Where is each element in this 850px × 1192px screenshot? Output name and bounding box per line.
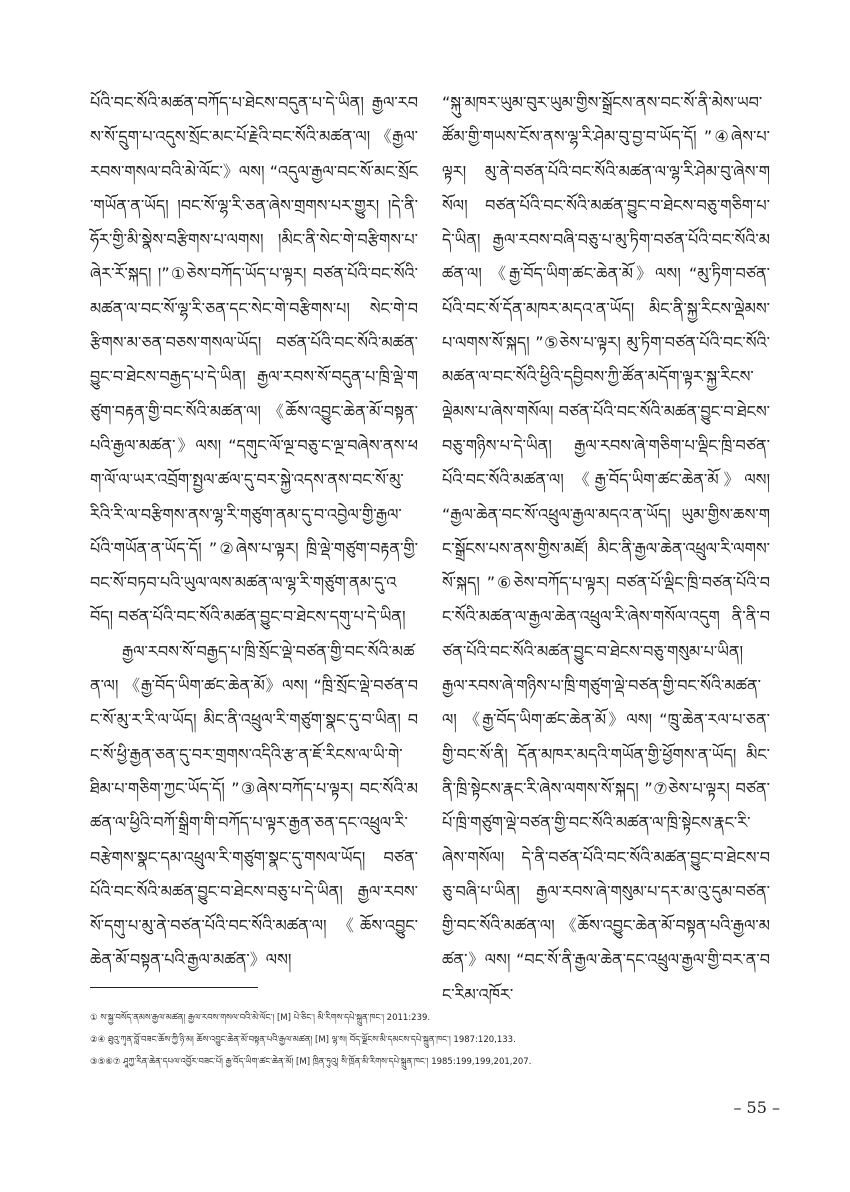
left-text-column bbox=[90, 86, 418, 978]
paragraph: རྒྱལ་རབས་སོ་བརྒྱད་པ་ཁྲི་སྲོང་ལྡེ་བཙན་གྱི་བང་སོའི་མཚན་ལ། 《རྒྱ་བོད་ཡིག་ཚང་ཆེན་མོ》ལས། “ཁྲི་སྲོང་ལྡེ་བཙན་བང་སོ་མུ་ར་རི་ལ་ཡོད། མིང་ནི་འཕྲུལ་རི་གཙུག་སྣང་དུ་བ་ཡིན། བང་སོ་ཕྱི་རྒྱན་ཅན་དུ་བར་གྲགས་འདིའི་རྩ་ན་ཇོ་རིངས་ལ་ཡི་གེ་ཐིམ་པ་གཅིག་ཀྱང་ཡོད་དོ། ”③ཞེས་བཀོད་པ་ལྟར། བང་སོའི་མཚན་ལ་ཕྱིའི་བཀོ་སྒྲིག་གི་བཀོད་པ་ལྟར་རྒྱན་ཅན་དང་འཕྲུལ་རི་བརྩེགས་སྣང་དམ་འཕྲུལ་རི་གཙུག་སྣང་དུ་གསལ་ཡོད། བཙན་པོའི་བང་སོའི་མཚན་བྱུང་བ་ཐེངས་བཅུ་པ་དེ་ཡིན། རྒྱལ་རབས་སོ་དགུ་པ་མུ་ནེ་བཙན་པོའི་བང་སོའི་མཚན་ལ། 《ཆོས་འབྱུང་ཆེན་མོ་བསྟན་པའི་རྒྱལ་མཚན་》ལས། bbox=[90, 641, 418, 970]
paragraph: “སྐུ་མཁར་ཡུམ་བུར་ཡུམ་གྱིས་སྒྲོངས་ནས་བང་སོ་ནི་མེས་ཡབ་ཚོམ་གྱི་གཡས་ངོས་ནས་ལྷ་རི་ཤེམ་བུ་བྱ་བ་ཡོད་དོ། ”④ཞེས་པ་ལྟར། མུ་ནེ་བཙན་པོའི་བང་སོའི་མཚན་ལ་ལྷ་རི་ཤེམ་བུ་ཞེས་གསོལ། བཙན་པོའི་བང་སོའི་མཚན་བྱུང་བ་ཐེངས་བཅུ་གཅིག་པ་དེ་ཡིན། རྒྱལ་རབས་བཞི་བཅུ་པ་མུ་ཏིག་བཙན་པོའི་བང་སོའི་མཚན་ལ། 《རྒྱ་བོད་ཡིག་ཚང་ཆེན་མོ》ལས། “མུ་ཏིག་བཙན་པོའི་བང་སོ་དོན་མཁར་མདའ་ན་ཡོད། མིང་ནི་སྐྱ་རིངས་ལྡེམས་པ་ལགས་སོ་སྐད། ”⑤ཅེས་པ་ལྟར། མུ་ཏིག་བཙན་པོའི་བང་སོའི་མཚན་ལ་བང་སོའི་ཕྱིའི་དབྱིབས་ཀྱི་ཚོན་མདོག་ལྟར་སྐྱ་རིངས་ལྡེམས་པ་ཞེས་གསོལ། བཙན་པོའི་བང་སོའི་མཚན་བྱུང་བ་ཐེངས་བཅུ་གཉིས་པ་དེ་ཡིན། རྒྱལ་རབས་ཞེ་གཅིག་པ་ལྡིང་ཁྲི་བཙན་པོའི་བང་སོའི་མཚན་ལ། 《རྒྱ་བོད་ཡིག་ཚང་ཆེན་མོ》ལས། “རྒྱལ་ཆེན་བང་སོ་འཕྲུལ་རྒྱལ་མདའ་ན་ཡོད། ཡུམ་གྱིས་ཆས་གང་སྒྲོངས་པས་ནས་གྱིས་མཛོ། མིང་ནི་རྒྱལ་ཆེན་འཕྲུལ་རི་ལགས་སོ་སྐད། ”⑥ཅེས་བཀོད་པ་ལྟར། བཙན་པོ་ལྡིང་ཁྲི་བཙན་པོའི་བང་སོའི་མཚན་ལ་རྒྱལ་ཆེན་འཕྲུལ་རི་ཞེས་གསོལ་འདུག ནི་ནི་བཙན་པོའི་བང་སོའི་མཚན་བྱུང་བ་ཐེངས་བཅུ་གསུམ་པ་ཡིན། རྒྱལ་རབས་ཞེ་གཉིས་པ་ཁྲི་གཙུག་ལྡེ་བཙན་གྱི་བང་སོའི་མཚན་ལ། 《རྒྱ་བོད་ཡིག་ཚང་ཆེན་མོ》ལས། “ཁྲུ་ཆེན་རལ་པ་ཅན་གྱི་བང་སོ་ནི། དོན་མཁར་མདའི་གཡོན་གྱི་ཕྱོགས་ན་ཡོད། མིང་ནི་ཁྲི་སྟེངས་རྣང་རི་ཞེས་ལགས་སོ་སྐད། ”⑦ཅེས་པ་ལྟར། བཙན་པོ་ཁྲི་གཙུག་ལྡེ་བཙན་གྱི་བང་སོའི་མཚན་ལ་ཁྲི་སྟེངས་རྣང་རི་ཞེས་གསོལ། དེ་ནི་བཙན་པོའི་བང་སོའི་མཚན་བྱུང་བ་ཐེངས་བཅུ་བཞི་པ་ཡིན། རྒྱལ་རབས་ཞེ་གསུམ་པ་དར་མ་འུ་དུམ་བཙན་གྱི་བང་སོའི་མཚན་ལ། 《ཆོས་འབྱུང་ཆེན་མོ་བསྟན་པའི་རྒྱལ་མཚན་》ལས། “བང་སོ་ནི་རྒྱལ་ཆེན་དང་འཕྲུལ་རྒྱལ་གྱི་བར་ན་བང་རིམ་འཁོར་ bbox=[442, 93, 770, 1004]
paragraph: པོའི་བང་སོའི་མཚན་བཀོད་པ་ཐེངས་བདུན་པ་དེ་ཡིན། རྒྱལ་རབས་སོ་དྲུག་པ་འདུས་སྲོང་མང་པོ་རྗེའི་བང་སོའི་མཚན་ལ། 《རྒྱལ་རབས་གསལ་བའི་མེ་ལོང་》ལས། “འདུལ་རྒྱལ་བང་སོ་མང་སྲོང་གཡོན་ན་ཡོད། །བང་སོ་ལྷ་རི་ཅན་ཞེས་གྲགས་པར་གྱུར། །དེ་ནི་ཧོར་གྱི་མི་སྣེས་བརྩིགས་པ་ལགས། །མིང་ནི་སེང་གེ་བརྩིགས་པ་ཞེར་རོ་སྐད། །”①ཅེས་བཀོད་ཡོད་པ་ལྟར། བཙན་པོའི་བང་སོའི་མཚན་ལ་བང་སོ་ལྷ་རི་ཅན་དང་སེང་གེ་བརྩིགས་པ། སེང་གེ་བརྩིགས་མ་ཅན་བཅས་གསལ་ཡོད། བཙན་པོའི་བང་སོའི་མཚན་བྱུང་བ་ཐེངས་བརྒྱད་པ་དེ་ཡིན། རྒྱལ་རབས་སོ་བདུན་པ་ཁྲི་ལྡེ་གཙུག་བརྟན་གྱི་བང་སོའི་མཚན་ལ། 《ཆོས་འབྱུང་ཆེན་མོ་བསྟན་པའི་རྒྱལ་མཚན་》ལས། “དགུང་ལོ་ལྔ་བཅུ་ང་ལྔ་བཞེས་ནས་ཕག་ལོ་ལ་ཡར་འབྲོག་སྤྱལ་ཚལ་དུ་བར་སྐྱེ་འདས་ནས་བང་སོ་མུ་རིའི་རི་ལ་བརྩིགས་ནས་ལྷ་རི་གཙུག་ནམ་དུ་བ་འབྱེལ་གྱི་རྒྱལ་པོའི་གཡོན་ན་ཡོད་དོ། ”②ཞེས་པ་ལྟར། ཁྲི་ལྡེ་གཙུག་བརྟན་གྱི་བང་སོ་བཏབ་པའི་ཡུལ་ལས་མཚན་ལ་ལྷ་རི་གཙུག་ནམ་དུ་འབོད། བཙན་པོའི་བང་སོའི་མཚན་བྱུང་བ་ཐེངས་དགུ་པ་དེ་ཡིན། bbox=[90, 93, 418, 627]
footnote: ① ས་སྐྱ་བསོད་ནམས་རྒྱལ་མཚན། རྒྱལ་རབས་གསལ་བའི་མེ་ལོང་། [M] པེ་ཅིང་། མི་རིགས་དཔེ་སྐྲུན་ཁང་། 2011:239. bbox=[90, 1013, 431, 1023]
footnote: ③⑤⑥⑦ ཤཱཀྱ་རིན་ཆེན་དཔལ་འབྱོར་བཟང་པོ། རྒྱ་བོད་ཡིག་ཚང་ཆེན་མོ། [M] ཁྲིན་ཏུའུ། སི་ཁྲོན་མི་རིགས་དཔེ་སྐྲུན་ཁང་། 1985:199,199,201,207. bbox=[90, 1057, 532, 1067]
footnotes bbox=[90, 1007, 790, 1073]
footnote: ②④ ཐུའུ་ཀྭན་བློ་བཟང་ཆོས་ཀྱི་ཉི་མ། ཆོས་འབྱུང་ཆེན་མོ་བསྟན་པའི་རྒྱལ་མཚན། [M] ལྷ་ས། བོད་ལྗོངས་མི་དམངས་དཔེ་སྐྲུན་ཁང་། 1987:120,133. bbox=[90, 1035, 516, 1045]
right-text-column bbox=[442, 86, 770, 1012]
page-number: – 55 – bbox=[733, 1098, 780, 1117]
footnote-separator bbox=[90, 987, 258, 988]
